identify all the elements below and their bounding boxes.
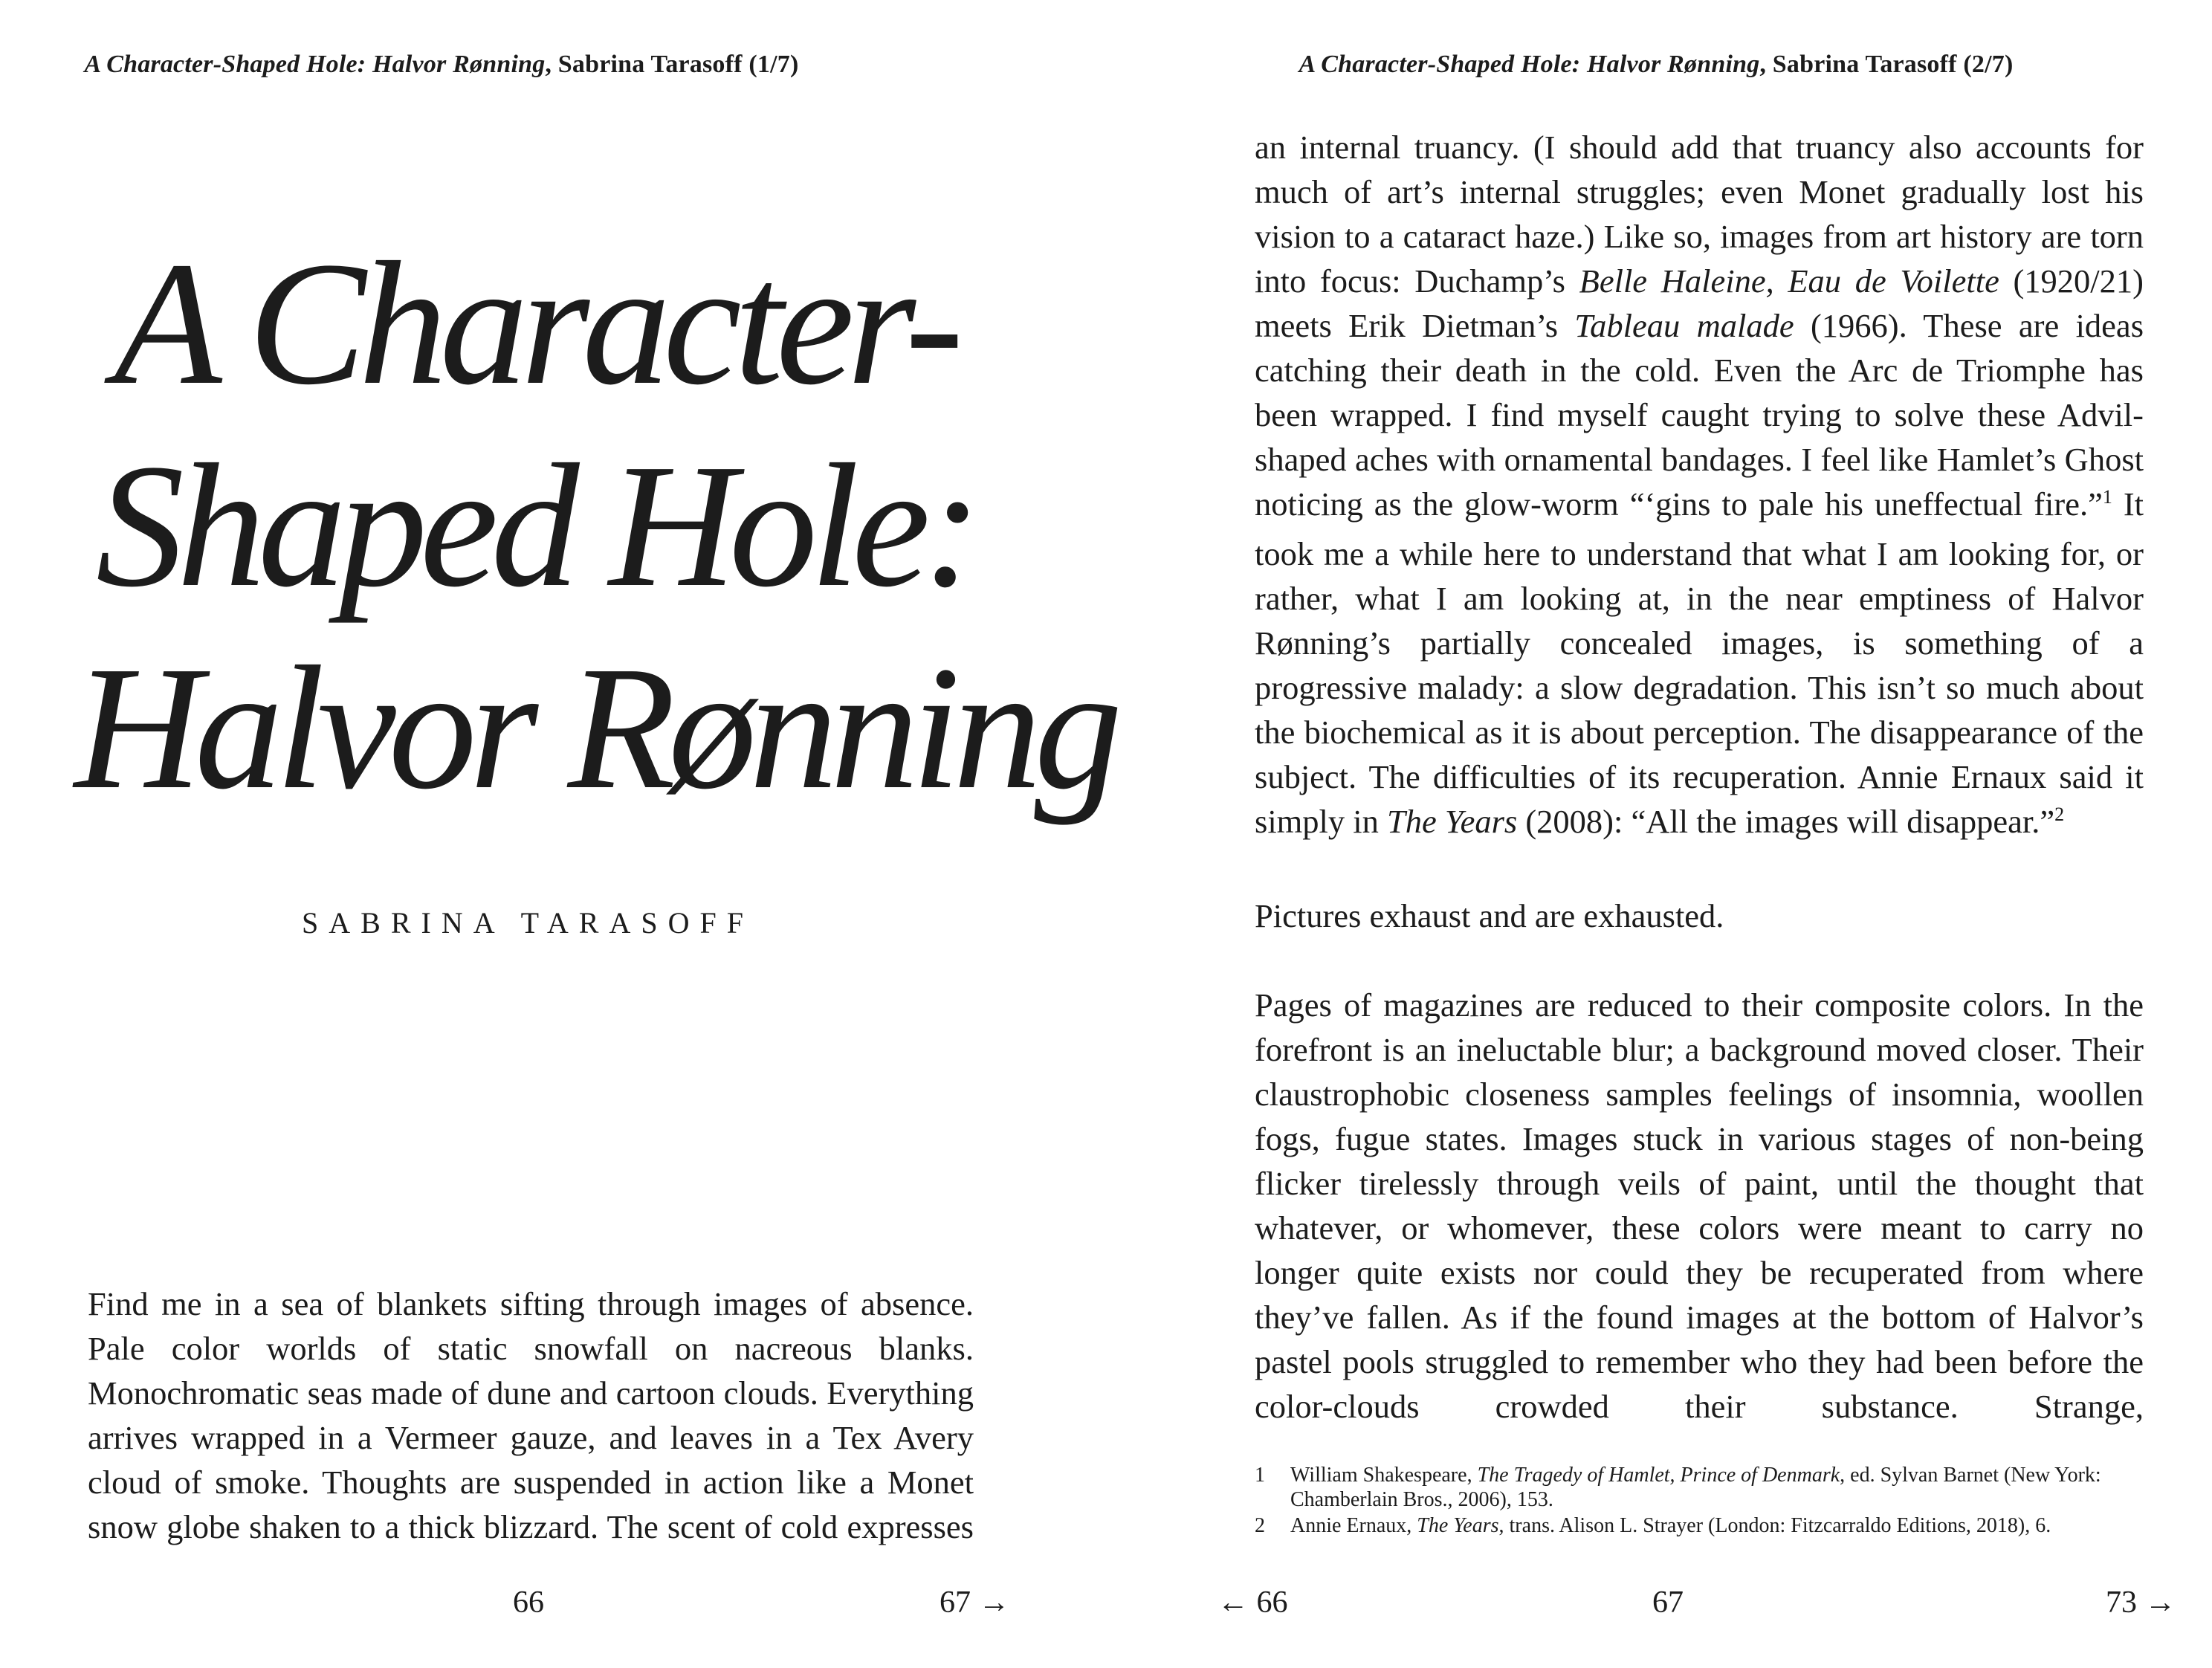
- author-name: SABRINA TARASOFF: [302, 906, 754, 940]
- footnote-2: [1255, 1513, 2144, 1538]
- running-head-title: A Character-Shaped Hole: Halvor Rønning: [1299, 51, 1760, 78]
- footnote-1: [1255, 1463, 2144, 1512]
- body-text-right: [1255, 125, 2144, 1429]
- text-run: It took me a while here to understand that what I am looking for, or rather, what I am looking at, in the near emptiness of Halvor Rønning’s partially concealed images, is something of a progressive malady: a slow degradation. This isn’t so much about the biochemical as it is about perception. The disappearance of the subject. The difficulties of its recuperation. Annie Ernaux said it simply in: [1255, 485, 2144, 840]
- running-head-right: [1247, 51, 2065, 79]
- article-title: [74, 223, 1116, 830]
- book-title: The Years: [1387, 803, 1518, 840]
- text-run: an internal truancy. (I should add that truancy also accounts for much of art’s internal struggles; even Monet gradually lost his vision to a cataract haze.) Like so, images from art history are torn into focus: Duchamp’s: [1255, 129, 2144, 300]
- footnotes: [1255, 1463, 2144, 1539]
- title-line-3: Halvor Rønning: [74, 630, 1116, 826]
- body-paragraph-1: [1255, 125, 2144, 849]
- running-head-left: [0, 51, 995, 79]
- running-head-title: A Character-Shaped Hole: Halvor Rønning: [84, 51, 546, 78]
- title-line-1: A Character-: [114, 226, 957, 421]
- running-head-author: , Sabrina Tarasoff (2/7): [1759, 51, 2014, 78]
- body-text-left: [88, 1281, 974, 1549]
- page-number-left: 66: [513, 1585, 544, 1620]
- right-page: [1106, 0, 2212, 1668]
- footnote-ref-2[interactable]: 2: [2054, 804, 2065, 825]
- footnote-text: Annie Ernaux, The Years, trans. Alison L. Strayer (London: Fitzcarraldo Editions, 2018), 6.: [1290, 1514, 2051, 1537]
- footnote-ref-1[interactable]: 1: [2102, 486, 2112, 508]
- page-number-right: 67: [1652, 1585, 1684, 1620]
- footnote-text: William Shakespeare, The Tragedy of Hamlet, Prince of Denmark, ed. Sylvan Barnet (New York: Chamberlain Bros., 2006), 153.: [1290, 1464, 2101, 1511]
- text-run: (2008): “All the images will disappear.”: [1517, 803, 2055, 840]
- body-paragraph: Find me in a sea of blankets sifting through images of absence. Pale color worlds of static snowfall on nacreous blanks. Monochromatic seas made of dune and cartoon clouds. Everything arrives wrapped in a Vermeer gauze, and leaves in a Tex Avery cloud of smoke. Thoughts are suspended in action like a Monet snow globe shaken to a thick blizzard. The scent of cold expresses: [88, 1285, 974, 1545]
- next-page-link[interactable]: 67 →: [940, 1585, 1010, 1620]
- previous-page-link[interactable]: ← 66: [1217, 1585, 1288, 1620]
- footnote-number: 2: [1255, 1514, 1265, 1537]
- footnote-number: 1: [1255, 1464, 1265, 1487]
- artwork-title: Belle Haleine, Eau de Voilette: [1579, 262, 1999, 300]
- next-page-link[interactable]: 73 →: [2106, 1585, 2176, 1620]
- text-run: (1966). These are ideas catching their death in the cold. Even the Arc de Triomphe has been wrapped. I find myself caught trying to solve these Advil-shaped aches with ornamental bandages. I feel like Hamlet’s Ghost noticing as the glow-worm “‘gins to pale his uneffectual fire.”: [1255, 307, 2144, 523]
- artwork-title: Tableau malade: [1574, 307, 1794, 344]
- body-paragraph-2: Pictures exhaust and are exhausted.: [1255, 897, 1724, 934]
- running-head-author: , Sabrina Tarasoff (1/7): [545, 51, 799, 78]
- body-paragraph-3: Pages of magazines are reduced to their composite colors. In the forefront is an ineluctable blur; a background moved closer. Their claustrophobic closeness samples feelings of insomnia, woollen fogs, fugue states. Images stuck in various stages of non-being flicker tirelessly through veils of paint, until the thought that whatever, or whomever, these colors were meant to carry no longer quite exists nor could they be recuperated from where they’ve fallen. As if the found images at the bottom of Halvor’s pastel pools struggled to remember who they had been before the color-clouds crowded their substance. Strange,: [1255, 986, 2144, 1425]
- text-run: (1920/21) meets Erik Dietman’s: [1255, 262, 2144, 344]
- title-line-2: Shaped Hole:: [95, 428, 975, 624]
